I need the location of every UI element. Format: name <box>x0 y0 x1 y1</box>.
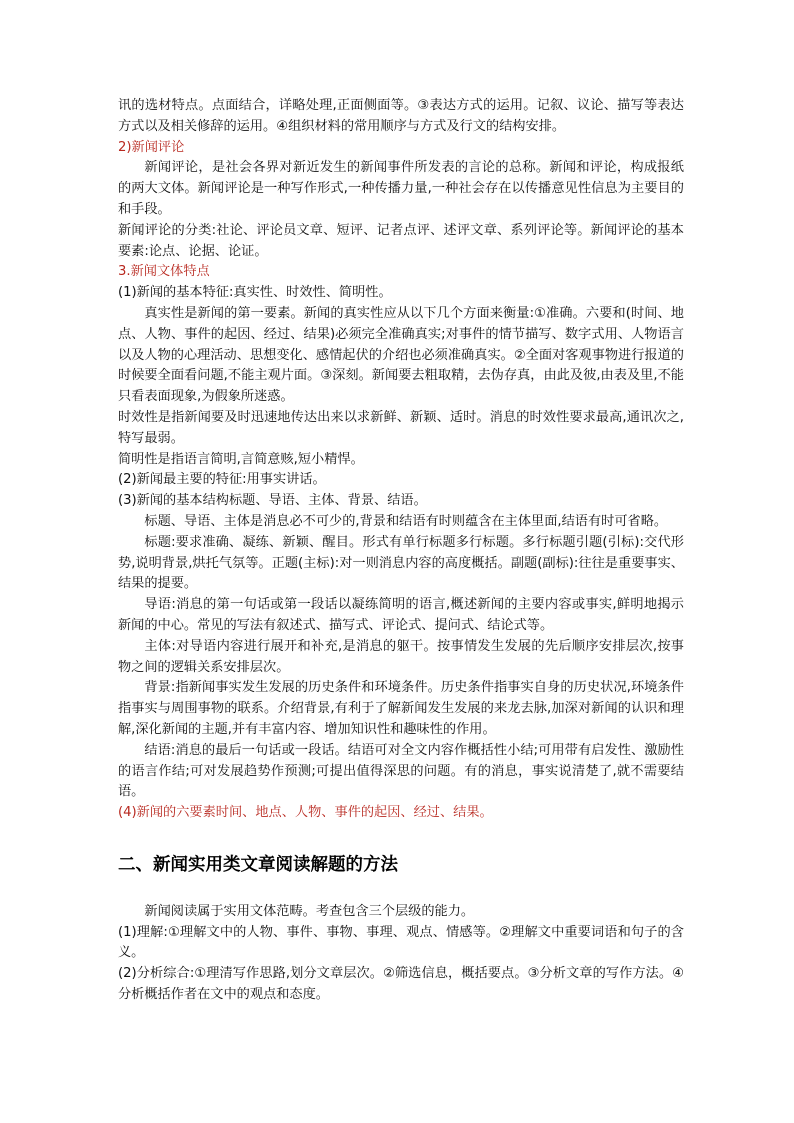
body-paragraph: 真实性是新闻的第一要素。新闻的真实性应从以下几个方面来衡量:①准确。六要和(时间、地点、人物、事件的起因、经过、结果)必须完全准确真实;对事件的情节描写、数字式用、人物语言以及人物的心理活动、思想变化、感情起伏的介绍也必须准确真实。②全面对客观事物进行报道的时候要全面看问题,不能主观片面。③深刻。新闻要去粗取精，去伪存真，由此及彼,由表及里,不能只看表面现象,为假象所迷惑。 <box>118 305 684 405</box>
document-page <box>118 96 684 1006</box>
section-heading: 二、新闻实用类文章阅读解题的方法 <box>118 854 398 875</box>
section-heading-block <box>118 852 684 878</box>
subheading-news-features: 3.新闻文体特点 <box>118 264 210 280</box>
list-item: (2)分析综合:①理清写作思路,划分文章层次。②筛选信息，概括要点。③分析文章的写作方法。④分析概括作者在文中的观点和态度。 <box>118 966 684 1003</box>
list-item: (1)新闻的基本特征:真实性、时效性、简明性。 <box>118 285 392 301</box>
list-item: (3)新闻的基本结构标题、导语、主体、背景、结语。 <box>118 493 427 509</box>
body-paragraph: 新闻评论，是社会各界对新近发生的新闻事件所发表的言论的总称。新闻和评论，构成报纸的两大文体。新闻评论是一种写作形式,一种传播力量,一种社会存在以传播意见性信息为主要目的和手段。 <box>118 160 684 217</box>
body-paragraph: 时效性是指新闻要及时迅速地传达出来以求新鲜、新颖、适时。消息的时效性要求最高,通讯次之,特写最弱。 <box>118 409 684 446</box>
body-paragraph: 简明性是指语言简明,言简意赅,短小精悍。 <box>118 451 364 467</box>
body-paragraph: 标题:要求准确、凝练、新颖、醒目。形式有单行标题多行标题。多行标题引题(引标):交代形势,说明背景,烘托气氛等。正题(主标):对一则消息内容的高度概括。副题(副标):往往是重要事实、结果的提要。 <box>118 534 684 592</box>
list-item: (2)新闻最主要的特征:用事实讲话。 <box>118 472 326 488</box>
body-paragraph: 结语:消息的最后一句话或一段话。结语可对全文内容作概括性小结;可用带有启发性、激励性的语言作结;可对发展趋势作预测;可提出值得深思的问题。有的消息，事实说清楚了,就不需要结语。 <box>118 742 684 800</box>
list-item-six-elements: (4)新闻的六要素时间、地点、人物、事件的起因、经过、结果。 <box>118 805 493 821</box>
body-paragraph: 导语:消息的第一句话或第一段话以凝练简明的语言,概述新闻的主要内容或事实,鲜明地揭示新闻的中心。常见的写法有叙述式、描写式、评论式、提问式、结论式等。 <box>118 597 684 633</box>
body-paragraph: 新闻评论的分类:社论、评论员文章、短评、记者点评、述评文章、系列评论等。新闻评论的基本要素:论点、论据、论证。 <box>118 222 684 259</box>
body-paragraph: 背景:指新闻事实发生发展的历史条件和环境条件。历史条件指事实自身的历史状况,环境条件指事实与周围事物的联系。介绍背景,有利于了解新闻发生发展的来龙去脉,加深对新闻的认识和理解,深化新闻的主题,并有丰富内容、增加知识性和趣味性的作用。 <box>118 680 684 737</box>
list-item: (1)理解:①理解文中的人物、事件、事物、事理、观点、情感等。②理解文中重要词语和句子的含义。 <box>118 924 684 961</box>
body-paragraph: 标题、导语、主体是消息必不可少的,背景和结语有时则蕴含在主体里面,结语有时可省略。 <box>144 513 668 529</box>
subheading-news-commentary: 2)新闻评论 <box>118 139 185 155</box>
body-paragraph: 讯的选材特点。点面结合，详略处理,正面侧面等。③表达方式的运用。记叙、议论、描写等表达方式以及相关修辞的运用。④组织材料的常用顺序与方式及行文的结构安排。 <box>118 98 684 134</box>
body-paragraph: 主体:对导语内容进行展开和补充,是消息的躯干。按事情发生发展的先后顺序安排层次,按事物之间的逻辑关系安排层次。 <box>118 638 684 675</box>
body-paragraph: 新闻阅读属于实用文体范畴。考查包含三个层级的能力。 <box>144 903 475 919</box>
